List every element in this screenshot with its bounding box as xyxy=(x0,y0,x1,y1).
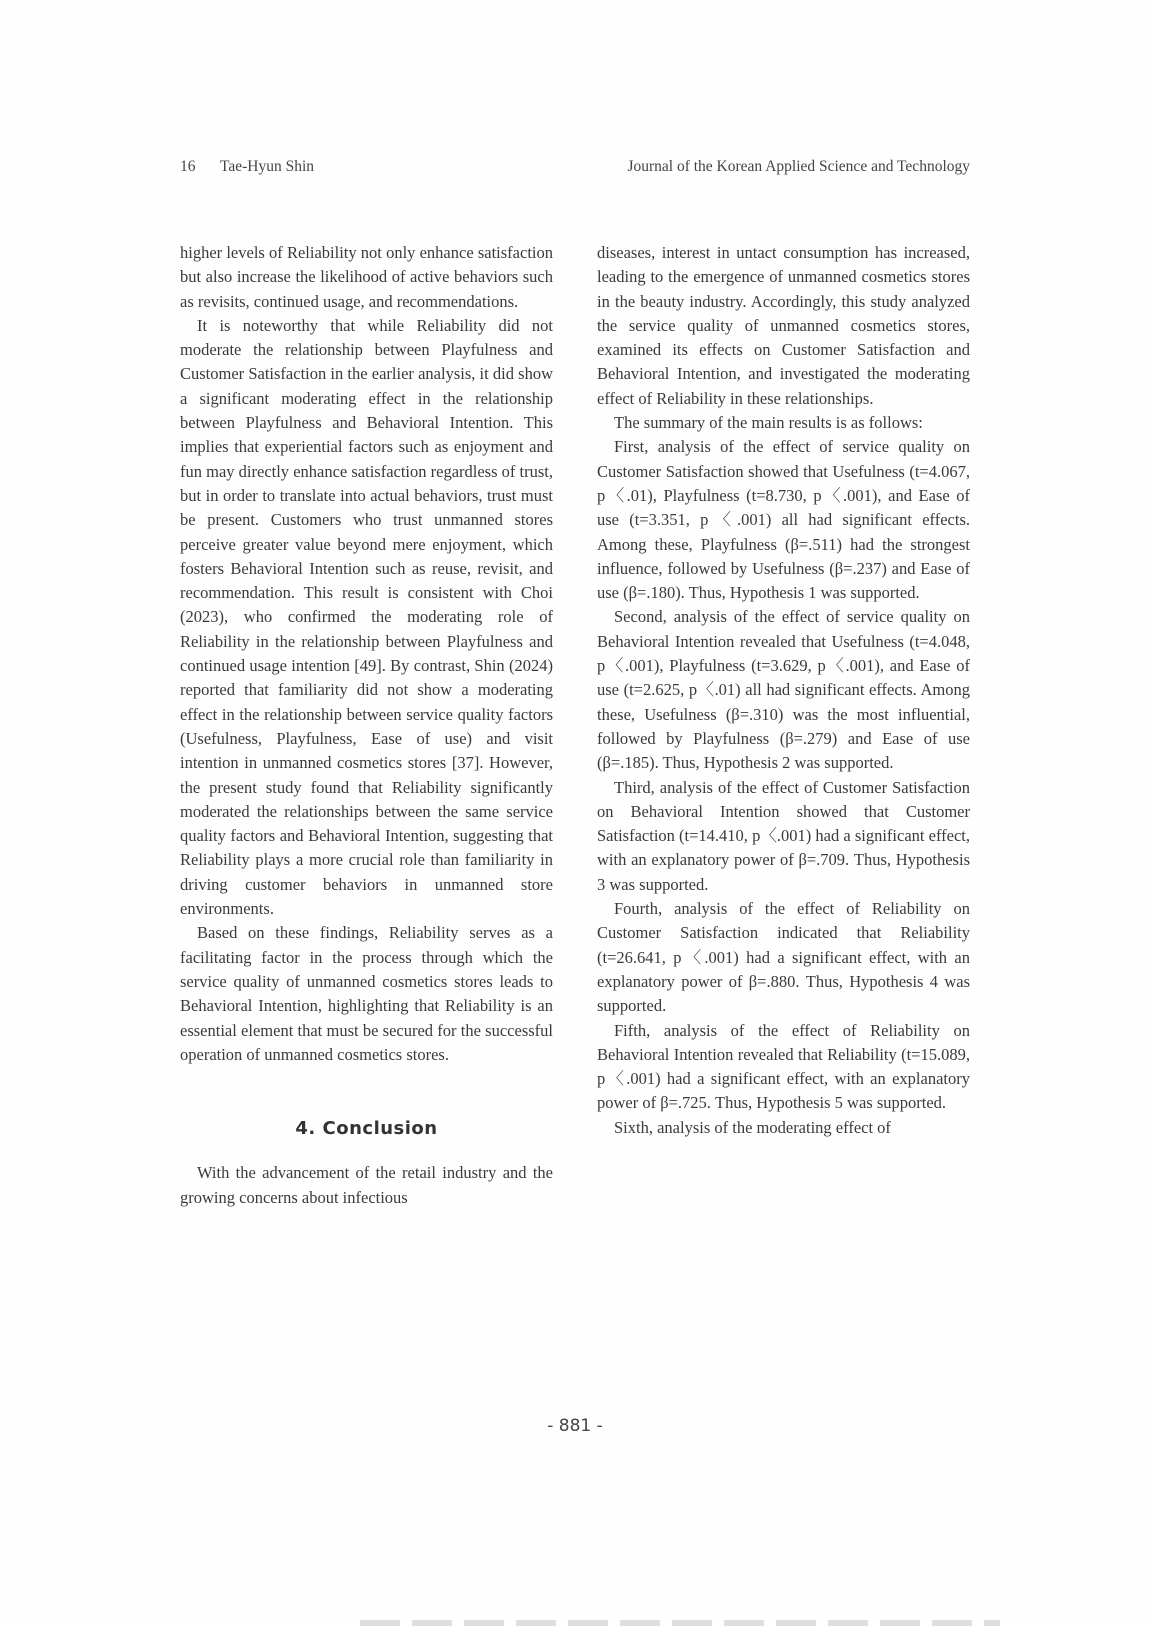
header-author: Tae-Hyun Shin xyxy=(220,158,315,175)
section-heading-conclusion: 4. Conclusion xyxy=(295,1118,438,1140)
header-page-number: 16 xyxy=(180,158,196,175)
paragraph: diseases, interest in untact consumption has increased, leading to the emergence of unmanned cosmetics stores in the beauty industry. Accordingly, this study analyzed the service quality of unmanned cosmetics stores, examined its effects on Customer Satisfaction and Behavioral Intention, and investigated the moderating effect of Reliability in these relationships. xyxy=(597,243,970,408)
paragraph: higher levels of Reliability not only enhance satisfaction but also increase the likelihood of active behaviors such as revisits, continued usage, and recommendations. xyxy=(180,243,553,311)
paragraph: Fourth, analysis of the effect of Reliability on Customer Satisfaction indicated that Reliability (t=26.641, p〈.001) had a significant effect, with an explanatory power of β=.880. Thus, Hypothesis 4 was supported. xyxy=(597,899,970,1016)
paragraph: It is noteworthy that while Reliability did not moderate the relationship between Playfulness and Customer Satisfaction in the earlier analysis, it did show a significant moderating effect in the relationship between Playfulness and Behavioral Intention. This implies that experiential factors such as enjoyment and fun may directly enhance satisfaction regardless of trust, but in order to translate into actual behaviors, trust must be present. Customers who trust unmanned stores perceive greater value beyond mere enjoyment, which fosters Behavioral Intention such as reuse, revisit, and recommendation. This result is consistent with Choi (2023), who confirmed the moderating role of Reliability in the relationship between Playfulness and continued usage intention [49]. By contrast, Shin (2024) reported that familiarity did not show a moderating effect in the relationship between service quality factors (Usefulness, Playfulness, Ease of use) and visit intention in unmanned cosmetics stores [37]. However, the present study found that Reliability significantly moderated the relationships between the same service quality factors and Behavioral Intention, suggesting that Reliability plays a more crucial role than familiarity in driving customer behaviors in unmanned store environments. xyxy=(180,315,553,919)
left-column xyxy=(180,241,553,1210)
paragraph: Fifth, analysis of the effect of Reliability on Behavioral Intention revealed that Reliability (t=15.089, p〈.001) had a significant effect, with an explanatory power of β=.725. Thus, Hypothesis 5 was supported. xyxy=(597,1020,970,1113)
paragraph: Second, analysis of the effect of service quality on Behavioral Intention revealed that Usefulness (t=4.048, p〈.001), Playfulness (t=3.629, p〈.001), and Ease of use (t=2.625, p〈.01) all had significant effects. Among these, Usefulness (β=.310) was the most influential, followed by Playfulness (β=.279) and Ease of use (β=.185). Thus, Hypothesis 2 was supported. xyxy=(597,607,970,773)
paragraph: Based on these findings, Reliability serves as a facilitating factor in the process through which the service quality of unmanned cosmetics stores leads to Behavioral Intention, highlighting that Reliability is an essential element that must be secured for the successful operation of unmanned cosmetics stores. xyxy=(180,923,553,1064)
footer-page-number: - 881 - xyxy=(547,1416,603,1436)
scan-artifact-strip xyxy=(360,1620,1000,1626)
paragraph: First, analysis of the effect of service quality on Customer Satisfaction showed that Usefulness (t=4.067, p〈.01), Playfulness (t=8.730, p〈.001), and Ease of use (t=3.351, p〈.001) all had significant effects. Among these, Playfulness (β=.511) had the strongest influence, followed by Usefulness (β=.237) and Ease of use (β=.180). Thus, Hypothesis 1 was supported. xyxy=(597,437,970,603)
running-header xyxy=(180,158,970,182)
paragraph: The summary of the main results is as follows: xyxy=(614,413,923,433)
header-journal-title: Journal of the Korean Applied Science and Technology xyxy=(627,158,970,175)
right-column xyxy=(597,241,970,1140)
paragraph: With the advancement of the retail industry and the growing concerns about infectious xyxy=(180,1163,553,1207)
paragraph: Third, analysis of the effect of Customer Satisfaction on Behavioral Intention showed that Customer Satisfaction (t=14.410, p〈.001) had a significant effect, with an explanatory power of β=.709. Thus, Hypothesis 3 was supported. xyxy=(597,777,970,894)
paragraph: Sixth, analysis of the moderating effect of xyxy=(614,1117,891,1137)
